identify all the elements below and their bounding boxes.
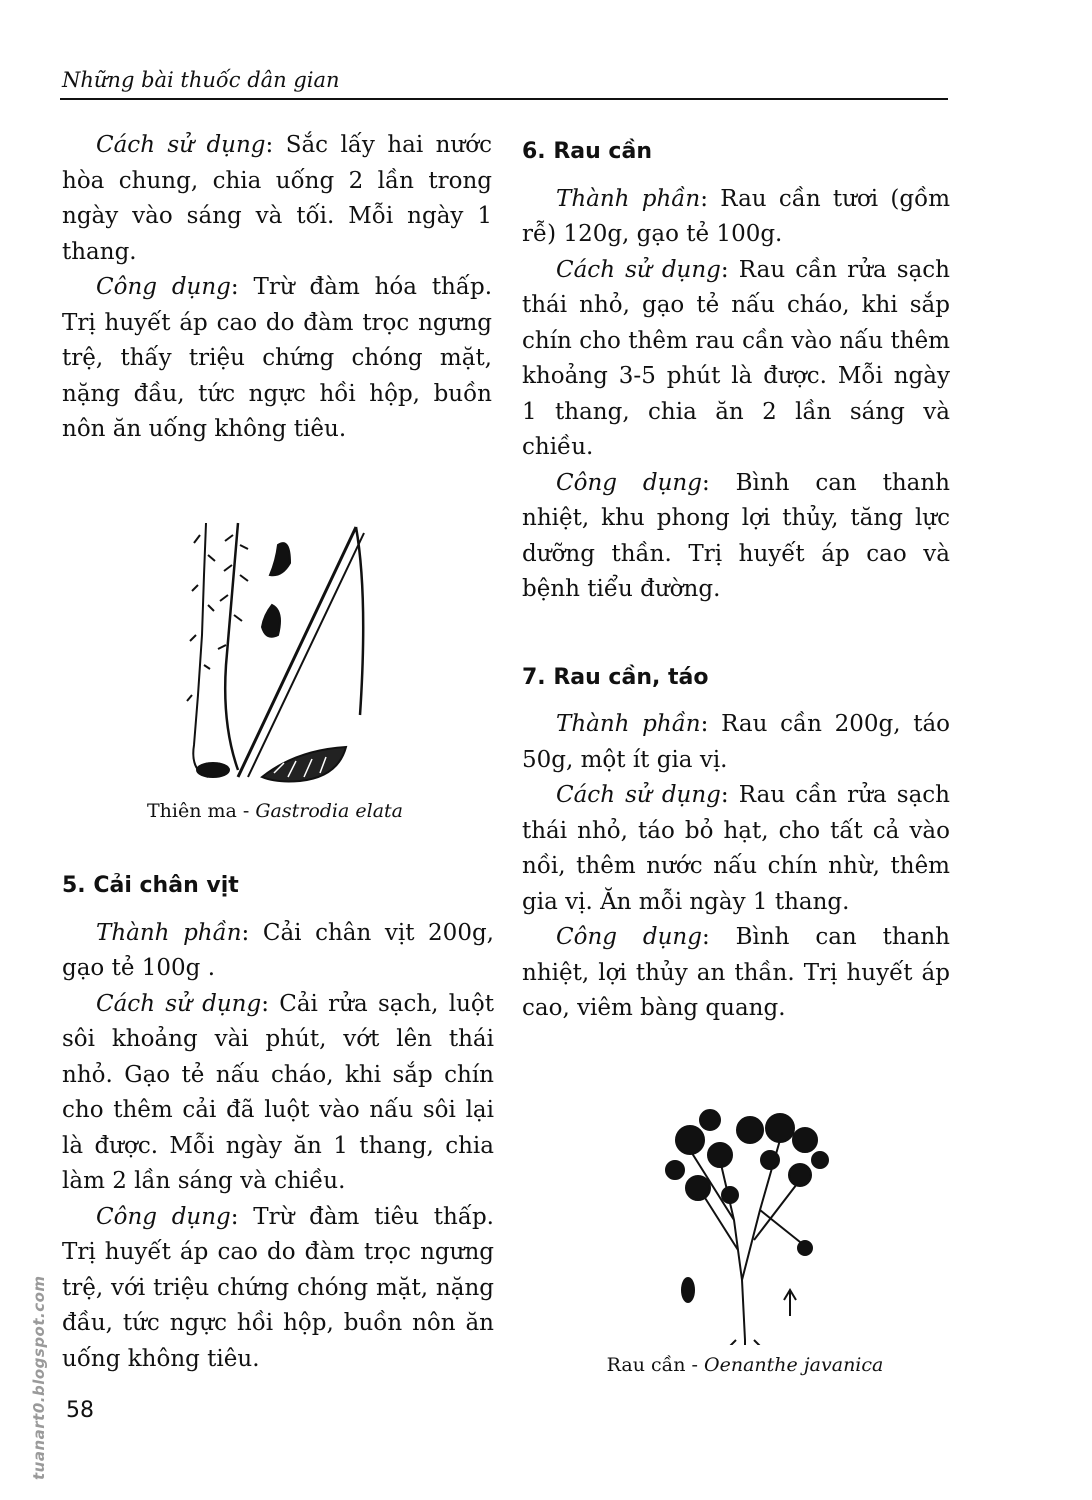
figure-caption-gastrodia: Thiên ma - Gastrodia elata: [147, 800, 403, 822]
running-header: [60, 68, 948, 100]
section-heading: 5. Cải chân vịt: [62, 873, 239, 898]
paragraph: Công dụng: Trừ đàm hóa thấp. Trị huyết áp cao do đàm trọc ngưng trệ, thấy triệu chứng chóng mặt, nặng đầu, tức ngực hồi hộp, buồn nôn ăn uống không tiêu.: [62, 274, 493, 442]
figure-caption-oenanthe: Rau cần - Oenanthe javanica: [606, 1354, 884, 1376]
paragraph: Cách sử dụng: Rau cần rửa sạch thái nhỏ, táo bỏ hạt, cho tất cả vào nồi, thêm nước nấu chín nhừ, thêm gia vị. Ăn mỗi ngày 1 thang.: [522, 782, 950, 915]
paragraph: Công dụng: Bình can thanh nhiệt, lợi thủy an thần. Trị huyết áp cao, viêm bàng quang.: [522, 924, 950, 1021]
left-column-top: [62, 128, 492, 448]
paragraph: Cách sử dụng: Sắc lấy hai nước hòa chung, chia uống 2 lần trong ngày vào sáng và tối. Mỗi ngày 1 thang.: [62, 132, 492, 265]
paragraph: Cách sử dụng: Cải rửa sạch, luột sôi khoảng vài phút, vớt lên thái nhỏ. Gạo tẻ nấu cháo, khi sắp chín cho thêm cải đã luột vào nấu sôi lại là được. Mỗi ngày ăn 1 thang, chia làm 2 lần sáng và chiều.: [62, 990, 494, 1194]
left-column-section5: [62, 868, 494, 1377]
section-heading: 6. Rau cần: [522, 139, 652, 164]
paragraph: Thành phần: Rau cần 200g, táo 50g, một ít gia vị.: [522, 711, 950, 773]
gastrodia-illustration: [178, 515, 378, 790]
paragraph: Cách sử dụng: Rau cần rửa sạch thái nhỏ, gạo tẻ nấu cháo, khi sắp chín cho thêm rau cần vào nấu thêm khoảng 3-5 phút là được. Mỗi ngày 1 thang, chia ăn 2 lần sáng và chiều.: [522, 256, 950, 460]
running-header-title: Những bài thuốc dân gian: [62, 68, 340, 92]
oenanthe-illustration: [650, 1100, 850, 1345]
right-column: [522, 134, 950, 1027]
paragraph: Công dụng: Trừ đàm tiêu thấp. Trị huyết áp cao do đàm trọc ngưng trệ, với triệu chứng chóng mặt, nặng đầu, tức ngực hồi hộp, buồn nôn ăn uống không tiêu.: [62, 1203, 494, 1372]
page-number: 58: [66, 1398, 94, 1423]
paragraph: Công dụng: Bình can thanh nhiệt, khu phong lợi thủy, tăng lực dưỡng thần. Trị huyết áp cao và bệnh tiểu đường.: [522, 469, 950, 602]
section-heading: 7. Rau cần, táo: [522, 664, 709, 690]
paragraph: Thành phần: Rau cần tươi (gồm rễ) 120g, gạo tẻ 100g.: [522, 185, 950, 247]
paragraph: Thành phần: Cải chân vịt 200g, gạo tẻ 100g .: [62, 919, 494, 981]
watermark: tuanart0.blogspot.com: [30, 1275, 48, 1480]
